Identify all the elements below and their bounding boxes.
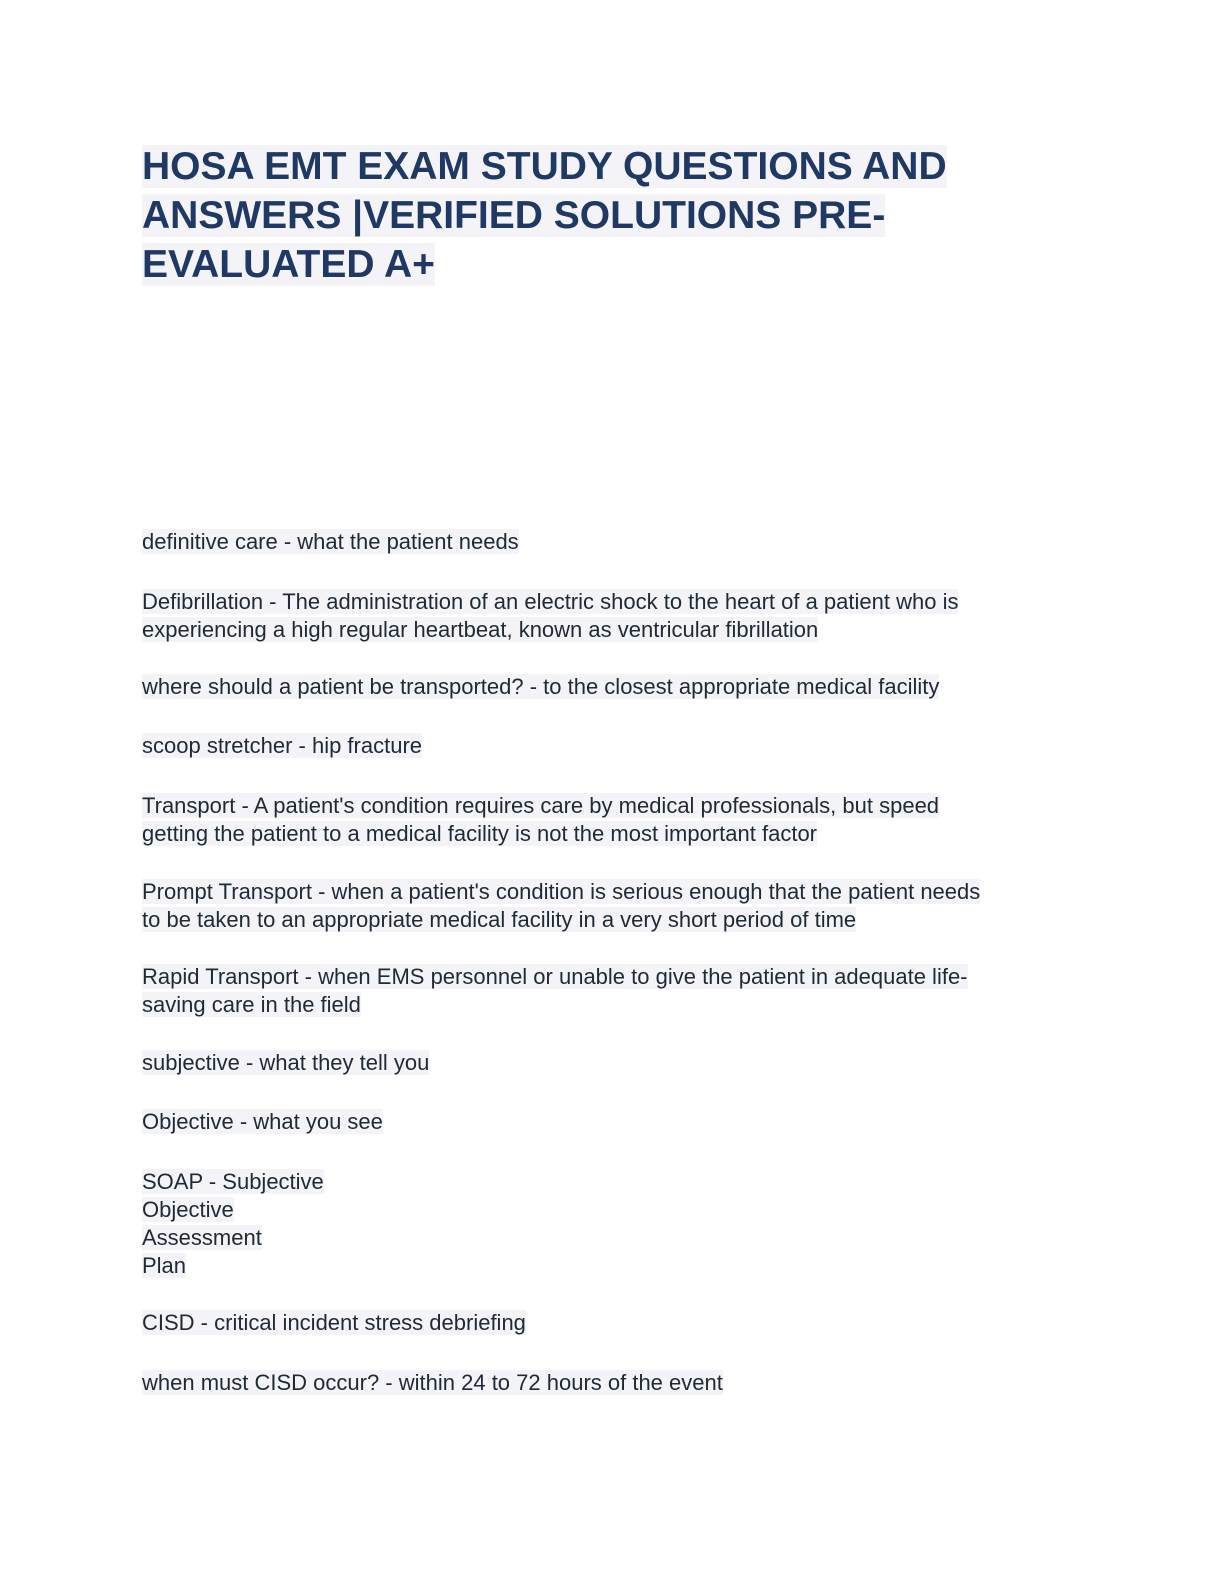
qa-text: subjective - what they tell you (142, 1050, 430, 1075)
qa-entry-defibrillation (142, 588, 1082, 644)
qa-entry-transport-destination (142, 673, 1082, 701)
qa-text: Defibrillation - The administration of an electric shock to the heart of a patient who is (142, 589, 959, 614)
qa-text: definitive care - what the patient needs (142, 529, 519, 554)
qa-entry-prompt-transport (142, 878, 1082, 934)
qa-entry-transport (142, 792, 1082, 848)
qa-entry-objective (142, 1108, 1082, 1136)
qa-entry-cisd (142, 1309, 1082, 1337)
qa-text: Transport - A patient's condition requires care by medical professionals, but speed (142, 793, 940, 818)
title-line: HOSA EMT EXAM STUDY QUESTIONS AND (142, 145, 947, 188)
qa-entry-subjective (142, 1049, 1082, 1077)
qa-text: SOAP - Subjective (142, 1169, 324, 1194)
qa-text: when must CISD occur? - within 24 to 72 hours of the event (142, 1370, 723, 1395)
qa-text: Assessment (142, 1225, 262, 1250)
qa-text: to be taken to an appropriate medical facility in a very short period of time (142, 907, 857, 932)
qa-text: Rapid Transport - when EMS personnel or unable to give the patient in adequate life- (142, 964, 968, 989)
qa-text: Objective (142, 1197, 234, 1222)
document-title (142, 142, 1102, 289)
qa-text: CISD - critical incident stress debriefing (142, 1310, 526, 1335)
qa-text: where should a patient be transported? - to the closest appropriate medical facility (142, 674, 940, 699)
qa-entry-definitive-care (142, 528, 1082, 556)
qa-text: Objective - what you see (142, 1109, 383, 1134)
qa-text: Prompt Transport - when a patient's condition is serious enough that the patient needs (142, 879, 981, 904)
qa-entry-rapid-transport (142, 963, 1082, 1019)
qa-entry-soap (142, 1168, 1082, 1280)
qa-entry-cisd-timing (142, 1369, 1082, 1397)
qa-text: Plan (142, 1253, 187, 1278)
qa-entry-scoop-stretcher (142, 732, 1082, 760)
qa-text: scoop stretcher - hip fracture (142, 733, 423, 758)
title-line: EVALUATED A+ (142, 243, 435, 286)
qa-text: experiencing a high regular heartbeat, known as ventricular fibrillation (142, 617, 819, 642)
qa-text: getting the patient to a medical facility is not the most important factor (142, 821, 818, 846)
title-line: ANSWERS |VERIFIED SOLUTIONS PRE- (142, 194, 886, 237)
qa-text: saving care in the field (142, 992, 361, 1017)
